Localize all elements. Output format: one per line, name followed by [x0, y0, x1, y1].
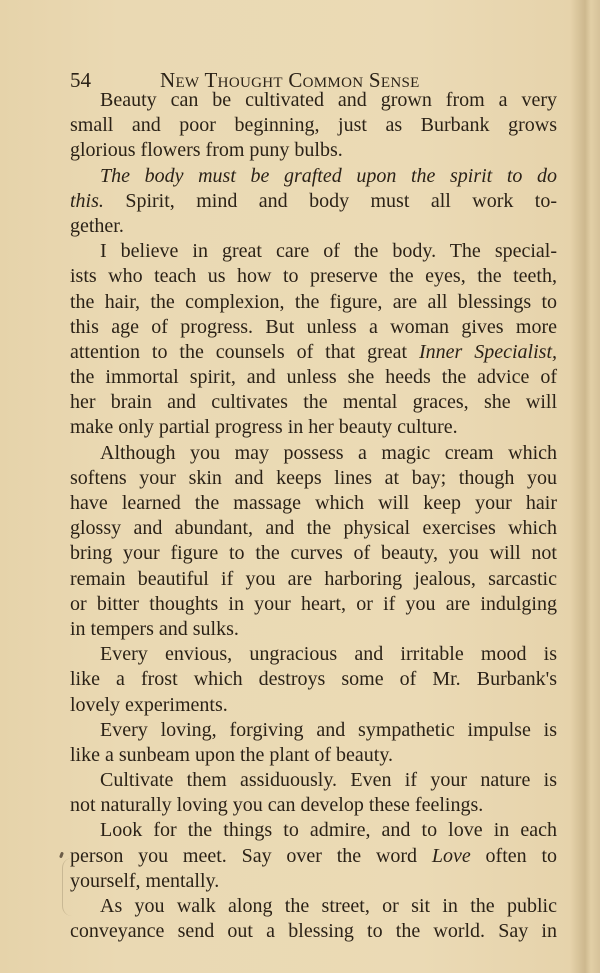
- text-span: bring your figure to the curves of beauty, you will not: [70, 542, 557, 565]
- text-line: [70, 541, 557, 566]
- text-line: [70, 113, 557, 138]
- text-line: [70, 894, 557, 919]
- paragraph: [70, 88, 557, 164]
- text-span: yourself, mentally.: [70, 869, 220, 892]
- text-line: [70, 516, 557, 541]
- text-line: [70, 340, 557, 365]
- text-span: lovely experiments.: [70, 693, 228, 716]
- paragraph: [70, 642, 557, 718]
- text-line: [70, 667, 557, 692]
- text-span: conveyance send out a blessing to the world. Say in: [70, 920, 557, 943]
- italic-text: this.: [70, 189, 104, 212]
- paragraph: [70, 441, 557, 643]
- text-span: person you meet. Say over the word: [70, 844, 432, 867]
- text-span: Beauty can be cultivated and grown from a very: [100, 89, 557, 111]
- text-line: [70, 214, 557, 239]
- text-line: [70, 693, 557, 718]
- text-span: Look for the things to admire, and to love in each: [100, 819, 557, 842]
- text-line: [70, 88, 557, 113]
- body-text: [70, 88, 557, 944]
- text-span: attention to the counsels of that great: [70, 340, 419, 363]
- text-line: [70, 718, 557, 743]
- text-line: [70, 239, 557, 264]
- paragraph: [70, 894, 557, 944]
- text-span: Although you may possess a magic cream which: [100, 441, 557, 464]
- text-span: like a sunbeam upon the plant of beauty.: [70, 743, 394, 766]
- text-span: the immortal spirit, and unless she heeds the advice of: [70, 366, 557, 389]
- text-span: gether.: [70, 214, 124, 237]
- text-line: [70, 264, 557, 289]
- text-span: glorious flowers from puny bulbs.: [70, 139, 343, 162]
- page-number: 54: [70, 68, 91, 92]
- text-span: her brain and cultivates the mental graces, she will: [70, 391, 557, 414]
- text-line: [70, 415, 557, 440]
- text-line: [70, 818, 557, 843]
- text-span: have learned the massage which will keep your hair: [70, 492, 557, 514]
- text-span: or bitter thoughts in your heart, or if you are indulging: [70, 592, 557, 615]
- running-title: New Thought Common Sense: [160, 68, 420, 92]
- paragraph: [70, 164, 557, 240]
- text-span: the hair, the complexion, the figure, are all blessings to: [70, 290, 557, 313]
- text-span: softens your skin and keeps lines at bay; though you: [70, 466, 557, 489]
- paragraph: [70, 768, 557, 818]
- text-line: [70, 390, 557, 415]
- italic-text: The body must be grafted upon the spirit to do: [100, 164, 557, 187]
- text-span: make only partial progress in her beauty culture.: [70, 416, 458, 439]
- text-line: [70, 642, 557, 667]
- text-line: [70, 919, 557, 944]
- text-line: [70, 164, 557, 189]
- text-line: [70, 592, 557, 617]
- text-line: [70, 441, 557, 466]
- text-line: [70, 491, 557, 516]
- italic-text: Love: [431, 844, 471, 867]
- text-line: [70, 365, 557, 390]
- margin-mark: [59, 852, 64, 859]
- paragraph: [70, 239, 557, 441]
- text-line: [70, 768, 557, 793]
- italic-text: Inner Specialist,: [418, 340, 557, 363]
- text-line: [70, 189, 557, 214]
- text-span: often to: [470, 844, 557, 867]
- text-span: in tempers and sulks.: [70, 617, 239, 640]
- text-span: As you walk along the street, or sit in the public: [100, 895, 557, 917]
- paragraph: [70, 818, 557, 894]
- text-line: [70, 138, 557, 163]
- paragraph: [70, 718, 557, 768]
- text-span: Every loving, forgiving and sympathetic impulse is: [100, 718, 557, 741]
- text-line: [70, 743, 557, 768]
- text-span: not naturally loving you can develop these feelings.: [70, 794, 484, 817]
- text-span: Spirit, mind and body must all work to-: [103, 189, 557, 212]
- text-line: [70, 844, 557, 869]
- text-span: like a frost which destroys some of Mr. Burbank's: [70, 668, 557, 691]
- text-span: this age of progress. But unless a woman gives more: [70, 315, 557, 338]
- text-line: [70, 793, 557, 818]
- text-line: [70, 869, 557, 894]
- text-span: ists who teach us how to preserve the eyes, the teeth,: [70, 265, 557, 288]
- text-span: Cultivate them assiduously. Even if your nature is: [100, 769, 557, 792]
- text-span: glossy and abundant, and the physical exercises which: [70, 517, 557, 540]
- text-span: Every envious, ungracious and irritable mood is: [100, 643, 557, 666]
- text-span: I believe in great care of the body. The special-: [100, 240, 557, 263]
- text-line: [70, 567, 557, 592]
- text-span: small and poor beginning, just as Burbank grows: [70, 114, 557, 137]
- text-line: [70, 466, 557, 491]
- text-line: [70, 617, 557, 642]
- text-line: [70, 290, 557, 315]
- text-span: remain beautiful if you are harboring jealous, sarcastic: [70, 567, 557, 590]
- text-line: [70, 315, 557, 340]
